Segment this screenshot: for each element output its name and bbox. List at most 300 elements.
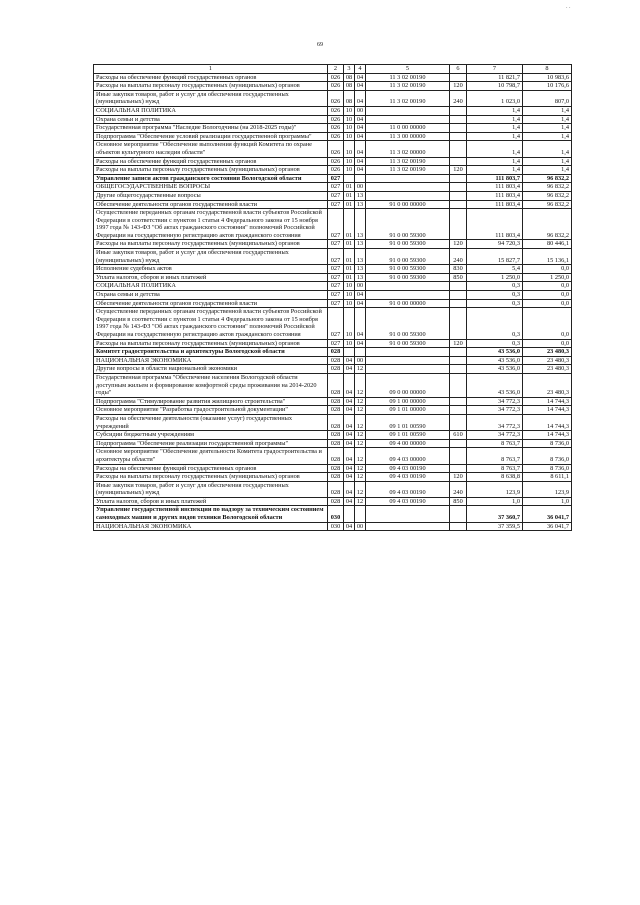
cell-r: 10 (344, 299, 355, 308)
cell-name: Расходы на обеспечение функций государственных органов (94, 464, 328, 473)
cell-s2: 1,4 (523, 124, 572, 133)
cell-r: 01 (344, 249, 355, 265)
table-row (94, 473, 572, 482)
cell-v (450, 365, 467, 374)
cell-c (366, 191, 450, 200)
cell-s2: 1,4 (523, 141, 572, 157)
table-row (94, 82, 572, 91)
cell-name: Обеспечение деятельности органов государственной власти (94, 299, 328, 308)
cell-p: 12 (355, 406, 366, 415)
cell-g: 030 (328, 522, 344, 531)
table-row (94, 282, 572, 291)
cell-name: Расходы на обеспечение функций государственных органов (94, 73, 328, 82)
cell-name: Основное мероприятие "Разработка градостроительной документации" (94, 406, 328, 415)
table-row (94, 339, 572, 348)
cell-s2: 807,0 (523, 90, 572, 106)
cell-v (450, 522, 467, 531)
cell-g: 026 (328, 106, 344, 115)
cell-r: 10 (344, 308, 355, 339)
table-header-row (94, 65, 572, 74)
cell-p: 04 (355, 141, 366, 157)
cell-v (450, 348, 467, 357)
cell-name: Государственная программа "Наследие Вологодчины (на 2018-2025 годы)" (94, 124, 328, 133)
cell-c: 09 1 01 00590 (366, 431, 450, 440)
cell-r: 08 (344, 73, 355, 82)
cell-g: 028 (328, 439, 344, 448)
cell-g: 026 (328, 132, 344, 141)
cell-r: 01 (344, 240, 355, 249)
cell-g: 027 (328, 273, 344, 282)
cell-g: 028 (328, 348, 344, 357)
cell-s2: 23 480,3 (523, 356, 572, 365)
cell-r: 01 (344, 209, 355, 240)
table-row (94, 308, 572, 339)
cell-g: 026 (328, 124, 344, 133)
cell-v: 240 (450, 249, 467, 265)
table-row (94, 522, 572, 531)
cell-g: 026 (328, 157, 344, 166)
cell-s2: 0,0 (523, 282, 572, 291)
cell-p: 13 (355, 200, 366, 209)
cell-g: 027 (328, 308, 344, 339)
header-cell: 3 (344, 65, 355, 74)
cell-g: 027 (328, 191, 344, 200)
cell-s2: 8 736,0 (523, 448, 572, 464)
cell-c: 91 0 00 59300 (366, 339, 450, 348)
cell-c: 91 0 00 59300 (366, 273, 450, 282)
cell-s1: 0,3 (467, 339, 523, 348)
cell-s2: 14 744,3 (523, 431, 572, 440)
cell-s1: 1,4 (467, 124, 523, 133)
cell-p: 00 (355, 282, 366, 291)
cell-g: 027 (328, 282, 344, 291)
cell-r: 10 (344, 291, 355, 300)
cell-s2: 96 832,2 (523, 183, 572, 192)
table-row (94, 497, 572, 506)
cell-s2: 1,4 (523, 106, 572, 115)
cell-g: 026 (328, 141, 344, 157)
cell-v (450, 200, 467, 209)
cell-v: 120 (450, 240, 467, 249)
cell-p: 12 (355, 473, 366, 482)
cell-v (450, 448, 467, 464)
cell-p: 13 (355, 273, 366, 282)
cell-r: 04 (344, 497, 355, 506)
cell-s1: 34 772,3 (467, 397, 523, 406)
cell-s1: 0,3 (467, 291, 523, 300)
cell-c: 11 3 02 00190 (366, 73, 450, 82)
table-row (94, 406, 572, 415)
cell-name: Подпрограмма "Стимулирование развития жилищного строительства" (94, 397, 328, 406)
cell-name: Иные закупки товаров, работ и услуг для обеспечения государственных (муниципальных) нужд (94, 90, 328, 106)
cell-g: 028 (328, 373, 344, 397)
cell-r (344, 506, 355, 522)
cell-g: 027 (328, 174, 344, 183)
cell-s1: 34 772,3 (467, 414, 523, 430)
cell-c (366, 183, 450, 192)
cell-c: 09 4 03 00190 (366, 497, 450, 506)
cell-s1: 37 360,7 (467, 506, 523, 522)
cell-v (450, 141, 467, 157)
cell-s2: 0,0 (523, 265, 572, 274)
table-row (94, 240, 572, 249)
cell-g: 028 (328, 473, 344, 482)
cell-p: 12 (355, 497, 366, 506)
cell-s1: 0,3 (467, 282, 523, 291)
cell-s1: 111 803,4 (467, 183, 523, 192)
cell-name: Охрана семьи и детства (94, 115, 328, 124)
cell-g: 026 (328, 166, 344, 175)
cell-c: 91 0 00 59300 (366, 308, 450, 339)
cell-s2: 8 611,1 (523, 473, 572, 482)
cell-c (366, 348, 450, 357)
cell-c: 09 4 03 00190 (366, 464, 450, 473)
cell-s1: 94 720,3 (467, 240, 523, 249)
cell-g: 027 (328, 249, 344, 265)
cell-s2: 36 041,7 (523, 506, 572, 522)
cell-s2: 1,0 (523, 497, 572, 506)
cell-c: 91 0 00 00000 (366, 299, 450, 308)
cell-r (344, 348, 355, 357)
cell-g: 027 (328, 183, 344, 192)
cell-name: Подпрограмма "Обеспечение реализации государственной программы" (94, 439, 328, 448)
cell-v (450, 174, 467, 183)
cell-name: Уплата налогов, сборов и иных платежей (94, 497, 328, 506)
cell-c: 09 1 01 00590 (366, 414, 450, 430)
cell-p: 13 (355, 191, 366, 200)
cell-p: 04 (355, 291, 366, 300)
cell-g: 028 (328, 448, 344, 464)
cell-p: 04 (355, 82, 366, 91)
cell-s2: 96 832,2 (523, 209, 572, 240)
cell-s2: 1,4 (523, 115, 572, 124)
scan-mark: . . (566, 4, 571, 10)
cell-v (450, 291, 467, 300)
cell-r: 01 (344, 265, 355, 274)
cell-s2: 1,4 (523, 157, 572, 166)
cell-v (450, 115, 467, 124)
table-row (94, 115, 572, 124)
cell-name: Расходы на выплаты персоналу государственных (муниципальных) органов (94, 473, 328, 482)
cell-v (450, 356, 467, 365)
cell-c: 11 3 02 00000 (366, 141, 450, 157)
cell-g: 028 (328, 356, 344, 365)
table-row (94, 348, 572, 357)
table-row (94, 299, 572, 308)
cell-r: 08 (344, 90, 355, 106)
cell-s1: 34 772,3 (467, 406, 523, 415)
cell-g: 028 (328, 481, 344, 497)
cell-r: 10 (344, 132, 355, 141)
table-row (94, 191, 572, 200)
cell-p: 12 (355, 365, 366, 374)
cell-p: 12 (355, 397, 366, 406)
cell-s1: 111 803,7 (467, 174, 523, 183)
cell-name: Иные закупки товаров, работ и услуг для обеспечения государственных (муниципальных) нужд (94, 481, 328, 497)
cell-v (450, 299, 467, 308)
cell-s1: 8 763,7 (467, 448, 523, 464)
cell-p: 04 (355, 73, 366, 82)
table-row (94, 365, 572, 374)
cell-s1: 37 359,5 (467, 522, 523, 531)
cell-s1: 43 536,0 (467, 373, 523, 397)
cell-p: 04 (355, 339, 366, 348)
cell-c: 91 0 00 59300 (366, 240, 450, 249)
cell-v (450, 308, 467, 339)
cell-name: Комитет градостроительства и архитектуры Вологодской области (94, 348, 328, 357)
cell-c: 09 1 00 00000 (366, 397, 450, 406)
cell-v (450, 209, 467, 240)
cell-r: 10 (344, 166, 355, 175)
cell-name: Расходы на выплаты персоналу государственных (муниципальных) органов (94, 82, 328, 91)
cell-g: 027 (328, 240, 344, 249)
cell-c: 11 3 02 00190 (366, 90, 450, 106)
cell-c (366, 291, 450, 300)
cell-c: 11 3 02 00190 (366, 166, 450, 175)
cell-g: 027 (328, 209, 344, 240)
cell-s1: 8 638,8 (467, 473, 523, 482)
cell-r: 04 (344, 406, 355, 415)
table-row (94, 431, 572, 440)
cell-name: Осуществление переданных органам государственной власти субъектов Российской Федерации в соответствии с пунктом 1 статьи 4 Федерального закона от 15 ноября 1997 года № 143-ФЗ "Об актах гражданского состояния" полномочий Российской Федерации на государственную регистрацию актов гражданского состояния (94, 209, 328, 240)
cell-name: Управление государственной инспекции по надзору за техническим состоянием самоходных машин и других видов техники Вологодской области (94, 506, 328, 522)
cell-s2: 15 136,1 (523, 249, 572, 265)
cell-s1: 1,4 (467, 157, 523, 166)
table-row (94, 209, 572, 240)
cell-s1: 10 798,7 (467, 82, 523, 91)
cell-p: 00 (355, 106, 366, 115)
cell-c: 11 3 02 00190 (366, 157, 450, 166)
cell-name: Основное мероприятие "Обеспечение выполнения функций Комитета по охране объектов культурного наследия области" (94, 141, 328, 157)
cell-r: 04 (344, 448, 355, 464)
cell-c: 11 0 00 00000 (366, 124, 450, 133)
cell-p: 13 (355, 240, 366, 249)
cell-v (450, 282, 467, 291)
cell-p: 13 (355, 209, 366, 240)
cell-s2: 1,4 (523, 132, 572, 141)
cell-s2: 14 744,3 (523, 414, 572, 430)
cell-g: 027 (328, 339, 344, 348)
cell-r: 01 (344, 273, 355, 282)
cell-s1: 11 821,7 (467, 73, 523, 82)
cell-name: Осуществление переданных органам государственной власти субъектов Российской Федерации в соответствии с пунктом 1 статьи 4 Федерального закона от 15 ноября 1997 года № 143-ФЗ "Об актах гражданского состояния" полномочий Российской Федерации на государственную регистрацию актов гражданского состояния (94, 308, 328, 339)
cell-v: 240 (450, 90, 467, 106)
table-row (94, 183, 572, 192)
cell-c: 09 4 00 00000 (366, 439, 450, 448)
cell-s2: 96 832,2 (523, 191, 572, 200)
cell-s2: 1,4 (523, 166, 572, 175)
header-cell: 4 (355, 65, 366, 74)
cell-v: 830 (450, 265, 467, 274)
cell-p: 00 (355, 522, 366, 531)
table-row (94, 141, 572, 157)
cell-p: 00 (355, 356, 366, 365)
cell-name: Расходы на выплаты персоналу государственных (муниципальных) органов (94, 166, 328, 175)
cell-s2: 96 832,2 (523, 174, 572, 183)
table-row (94, 200, 572, 209)
cell-c (366, 365, 450, 374)
cell-c: 91 0 00 59300 (366, 249, 450, 265)
cell-s2: 123,9 (523, 481, 572, 497)
cell-g: 027 (328, 299, 344, 308)
cell-c (366, 282, 450, 291)
cell-p (355, 506, 366, 522)
table-row (94, 448, 572, 464)
cell-g: 027 (328, 265, 344, 274)
table-row (94, 464, 572, 473)
cell-c (366, 174, 450, 183)
cell-s2: 0,0 (523, 291, 572, 300)
cell-c: 09 4 03 00000 (366, 448, 450, 464)
table-row (94, 373, 572, 397)
cell-p (355, 174, 366, 183)
cell-r: 10 (344, 115, 355, 124)
table-row (94, 157, 572, 166)
cell-s2: 96 832,2 (523, 200, 572, 209)
cell-r: 10 (344, 106, 355, 115)
cell-name: Другие вопросы в области национальной экономики (94, 365, 328, 374)
cell-c: 11 3 02 00190 (366, 82, 450, 91)
cell-name: НАЦИОНАЛЬНАЯ ЭКОНОМИКА (94, 356, 328, 365)
cell-g: 028 (328, 464, 344, 473)
table-row (94, 166, 572, 175)
cell-v: 850 (450, 497, 467, 506)
cell-r: 10 (344, 124, 355, 133)
cell-r: 01 (344, 200, 355, 209)
cell-c: 09 4 03 00190 (366, 481, 450, 497)
cell-p: 04 (355, 115, 366, 124)
cell-name: Управление записи актов гражданского состояния Вологодской области (94, 174, 328, 183)
cell-s1: 0,3 (467, 308, 523, 339)
cell-v: 850 (450, 273, 467, 282)
cell-r: 04 (344, 365, 355, 374)
cell-r: 10 (344, 339, 355, 348)
cell-name: ОБЩЕГОСУДАРСТВЕННЫЕ ВОПРОСЫ (94, 183, 328, 192)
table-row (94, 174, 572, 183)
cell-s2: 10 176,6 (523, 82, 572, 91)
cell-name: Исполнение судебных актов (94, 265, 328, 274)
cell-r: 04 (344, 473, 355, 482)
table-row (94, 265, 572, 274)
cell-v: 120 (450, 473, 467, 482)
cell-v (450, 414, 467, 430)
cell-v: 240 (450, 481, 467, 497)
cell-r: 01 (344, 191, 355, 200)
cell-g: 026 (328, 115, 344, 124)
cell-name: СОЦИАЛЬНАЯ ПОЛИТИКА (94, 106, 328, 115)
cell-v (450, 191, 467, 200)
cell-p: 12 (355, 464, 366, 473)
cell-s2: 14 744,3 (523, 406, 572, 415)
cell-r: 04 (344, 464, 355, 473)
cell-v: 120 (450, 166, 467, 175)
cell-p: 12 (355, 414, 366, 430)
cell-c (366, 506, 450, 522)
header-cell: 7 (467, 65, 523, 74)
cell-r: 04 (344, 522, 355, 531)
cell-p (355, 348, 366, 357)
cell-r: 04 (344, 481, 355, 497)
cell-v (450, 464, 467, 473)
cell-s1: 1,0 (467, 497, 523, 506)
cell-c (366, 522, 450, 531)
table-row (94, 481, 572, 497)
header-cell: 2 (328, 65, 344, 74)
cell-p: 04 (355, 299, 366, 308)
cell-p: 13 (355, 265, 366, 274)
cell-p: 04 (355, 308, 366, 339)
cell-s1: 1,4 (467, 132, 523, 141)
cell-s2: 8 736,0 (523, 464, 572, 473)
cell-s1: 1,4 (467, 141, 523, 157)
cell-v: 610 (450, 431, 467, 440)
cell-r: 04 (344, 439, 355, 448)
cell-v (450, 439, 467, 448)
table-row (94, 397, 572, 406)
cell-s1: 15 827,7 (467, 249, 523, 265)
cell-s1: 1,4 (467, 166, 523, 175)
cell-v (450, 506, 467, 522)
cell-s1: 1 023,0 (467, 90, 523, 106)
table-row (94, 356, 572, 365)
cell-p: 12 (355, 373, 366, 397)
table-row (94, 90, 572, 106)
cell-v (450, 183, 467, 192)
cell-r: 04 (344, 397, 355, 406)
cell-s2: 14 744,3 (523, 397, 572, 406)
cell-name: Иные закупки товаров, работ и услуг для обеспечения государственных (муниципальных) нужд (94, 249, 328, 265)
cell-name: Субсидии бюджетным учреждениям (94, 431, 328, 440)
cell-v (450, 73, 467, 82)
cell-s1: 1,4 (467, 115, 523, 124)
cell-name: Основное мероприятие "Обеспечение деятельности Комитета градостроительства и архитектуры области" (94, 448, 328, 464)
cell-g: 026 (328, 73, 344, 82)
cell-s1: 8 763,7 (467, 464, 523, 473)
cell-s2: 1 250,0 (523, 273, 572, 282)
cell-v (450, 106, 467, 115)
cell-c: 91 0 00 59300 (366, 209, 450, 240)
cell-s1: 43 536,0 (467, 356, 523, 365)
cell-v (450, 124, 467, 133)
cell-s1: 5,4 (467, 265, 523, 274)
cell-name: Охрана семьи и детства (94, 291, 328, 300)
table-row (94, 73, 572, 82)
cell-p: 04 (355, 157, 366, 166)
header-cell: 5 (366, 65, 450, 74)
cell-s1: 111 803,4 (467, 191, 523, 200)
cell-p: 00 (355, 183, 366, 192)
cell-r: 10 (344, 282, 355, 291)
cell-s2: 23 480,3 (523, 365, 572, 374)
cell-s1: 123,9 (467, 481, 523, 497)
cell-v: 120 (450, 339, 467, 348)
cell-s2: 80 446,1 (523, 240, 572, 249)
cell-v (450, 373, 467, 397)
cell-s1: 43 536,0 (467, 348, 523, 357)
cell-r: 01 (344, 183, 355, 192)
cell-v (450, 406, 467, 415)
cell-c: 91 0 00 59300 (366, 265, 450, 274)
cell-name: Расходы на выплаты персоналу государственных (муниципальных) органов (94, 240, 328, 249)
cell-r: 04 (344, 356, 355, 365)
cell-p: 04 (355, 124, 366, 133)
cell-c: 11 3 00 00000 (366, 132, 450, 141)
cell-g: 028 (328, 497, 344, 506)
cell-p: 04 (355, 132, 366, 141)
cell-name: Уплата налогов, сборов и иных платежей (94, 273, 328, 282)
cell-g: 026 (328, 90, 344, 106)
cell-g: 027 (328, 291, 344, 300)
